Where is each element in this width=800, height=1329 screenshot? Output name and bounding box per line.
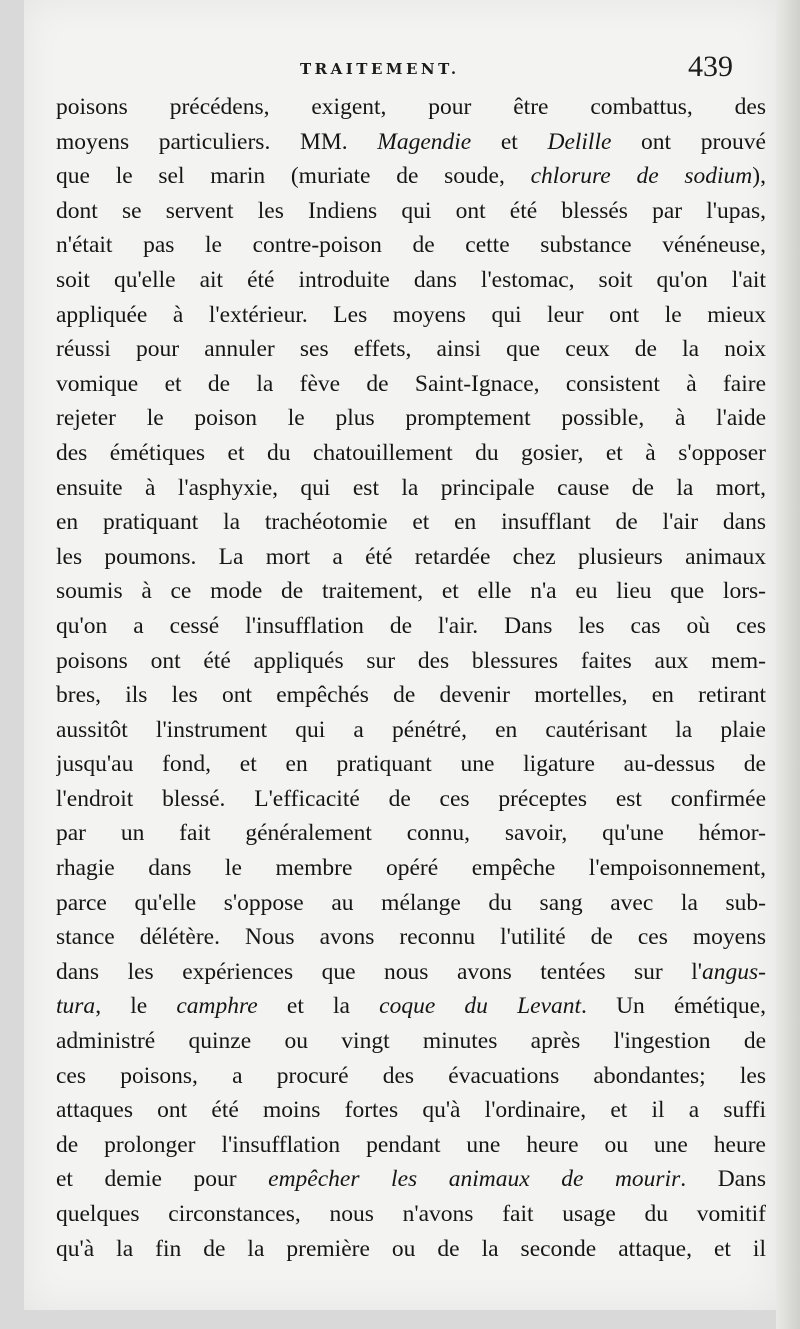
text-segment: en pratiquant la trachéotomie et en insufflant de l'air dans — [56, 509, 766, 536]
text-segment: et demie pour — [56, 1166, 269, 1193]
text-segment: appliquée à l'extérieur. Les moyens qui leur ont le mieux — [56, 301, 766, 328]
text-segment: rejeter le poison le plus promptement possible, à l'aide — [56, 405, 766, 432]
italic-text: Magendie — [377, 128, 472, 155]
text-line — [56, 1197, 766, 1232]
text-line — [56, 1059, 766, 1094]
text-line — [56, 159, 766, 194]
text-segment: rhagie dans le membre opéré empêche l'empoisonnement, — [56, 855, 766, 882]
page-header — [24, 52, 776, 92]
text-segment: administré quinze ou vingt minutes après l'ingestion de — [56, 1028, 766, 1055]
text-line — [56, 228, 766, 263]
text-segment: moyens particuliers. MM. — [56, 128, 378, 155]
text-segment: l'endroit blessé. L'efficacité de ces préceptes est confirmée — [56, 785, 766, 812]
text-segment: . Un émétique, — [581, 993, 766, 1020]
text-line — [56, 401, 766, 436]
text-segment: réussi pour annuler ses effets, ainsi que ceux de la noix — [56, 336, 766, 363]
text-segment: poisons précédens, exigent, pour être combattus, des — [56, 94, 766, 120]
text-segment: ont prouvé — [611, 128, 766, 155]
text-line — [56, 332, 766, 367]
text-line — [56, 505, 766, 540]
text-segment: vomique et de la fève de Saint-Ignace, consistent à faire — [56, 370, 766, 397]
text-segment: qu'on a cessé l'insufflation de l'air. Dans les cas où ces — [56, 612, 766, 639]
text-line — [56, 644, 766, 679]
text-line — [56, 1232, 766, 1267]
text-line — [56, 90, 766, 125]
text-line — [56, 920, 766, 955]
text-line — [56, 955, 766, 990]
text-segment: jusqu'au fond, et en pratiquant une ligature au-dessus de — [56, 751, 766, 778]
text-line — [56, 678, 766, 713]
text-line — [56, 1093, 766, 1128]
text-segment: les poumons. La mort a été retardée chez plusieurs animaux — [56, 543, 766, 570]
text-segment: et — [471, 128, 548, 155]
text-segment: . Dans — [680, 1166, 766, 1193]
text-line — [56, 886, 766, 921]
running-head: TRAITEMENT. — [300, 60, 460, 78]
text-line — [56, 298, 766, 333]
italic-text: empêcher les animaux de mourir — [268, 1166, 681, 1193]
text-segment: stance délétère. Nous avons reconnu l'utilité de ces moyens — [56, 924, 766, 951]
text-line — [56, 436, 766, 471]
text-segment: ensuite à l'asphyxie, qui est la principale cause de la mort, — [56, 474, 766, 501]
text-segment: parce qu'elle s'oppose au mélange du sang avec la sub- — [56, 889, 766, 916]
text-segment: par un fait généralement connu, savoir, qu'une hémor- — [56, 820, 766, 847]
text-line — [56, 471, 766, 506]
text-segment: bres, ils les ont empêchés de devenir mortelles, en retirant — [56, 682, 766, 709]
text-segment: n'était pas le contre-poison de cette substance vénéneuse, — [56, 232, 766, 259]
text-segment: ), — [752, 163, 766, 190]
page-edge — [776, 0, 800, 1329]
text-line — [56, 609, 766, 644]
text-line — [56, 747, 766, 782]
text-segment: et la — [257, 993, 380, 1020]
text-line — [56, 540, 766, 575]
text-segment: , le — [95, 993, 177, 1020]
text-line — [56, 263, 766, 298]
text-segment: quelques circonstances, nous n'avons fait usage du vomitif — [56, 1201, 766, 1227]
text-segment: dont se servent les Indiens qui ont été blessés par l'upas, — [56, 197, 766, 224]
text-segment: poisons ont été appliqués sur des blessures faites aux mem- — [56, 647, 766, 674]
text-line — [56, 1162, 766, 1197]
italic-text: coque du Levant — [379, 993, 582, 1020]
text-line — [56, 851, 766, 886]
text-line — [56, 125, 766, 160]
text-line — [56, 574, 766, 609]
text-line — [56, 713, 766, 748]
italic-text: Delille — [547, 128, 612, 155]
text-segment: attaques ont été moins fortes qu'à l'ordinaire, et il a suffi — [56, 1097, 766, 1124]
text-segment: des émétiques et du chatouillement du gosier, et à s'opposer — [56, 439, 766, 466]
text-segment: soit qu'elle ait été introduite dans l'estomac, soit qu'on l'ait — [56, 266, 766, 293]
text-segment: de prolonger l'insufflation pendant une heure ou une heure — [56, 1131, 766, 1158]
text-line — [56, 816, 766, 851]
page-number: 439 — [688, 50, 733, 83]
italic-text: angus- — [702, 958, 766, 985]
italic-text: camphre — [176, 993, 258, 1020]
italic-text: tura — [56, 993, 96, 1020]
text-line — [56, 989, 766, 1024]
text-line — [56, 367, 766, 402]
body-text — [56, 90, 766, 1266]
text-line — [56, 1024, 766, 1059]
book-page — [24, 0, 776, 1310]
text-line — [56, 1128, 766, 1163]
text-segment: ces poisons, a procuré des évacuations abondantes; les — [56, 1062, 766, 1089]
italic-text: chlorure de sodium — [530, 163, 753, 190]
text-segment: soumis à ce mode de traitement, et elle n'a eu lieu que lors- — [56, 578, 766, 605]
text-segment: qu'à la fin de la première ou de la seconde attaque, et il — [56, 1235, 766, 1262]
text-segment: dans les expériences que nous avons tentées sur l' — [56, 958, 703, 985]
text-line — [56, 194, 766, 229]
text-line — [56, 782, 766, 817]
text-segment: aussitôt l'instrument qui a pénétré, en cautérisant la plaie — [56, 716, 766, 743]
text-segment: que le sel marin (muriate de soude, — [56, 163, 531, 190]
